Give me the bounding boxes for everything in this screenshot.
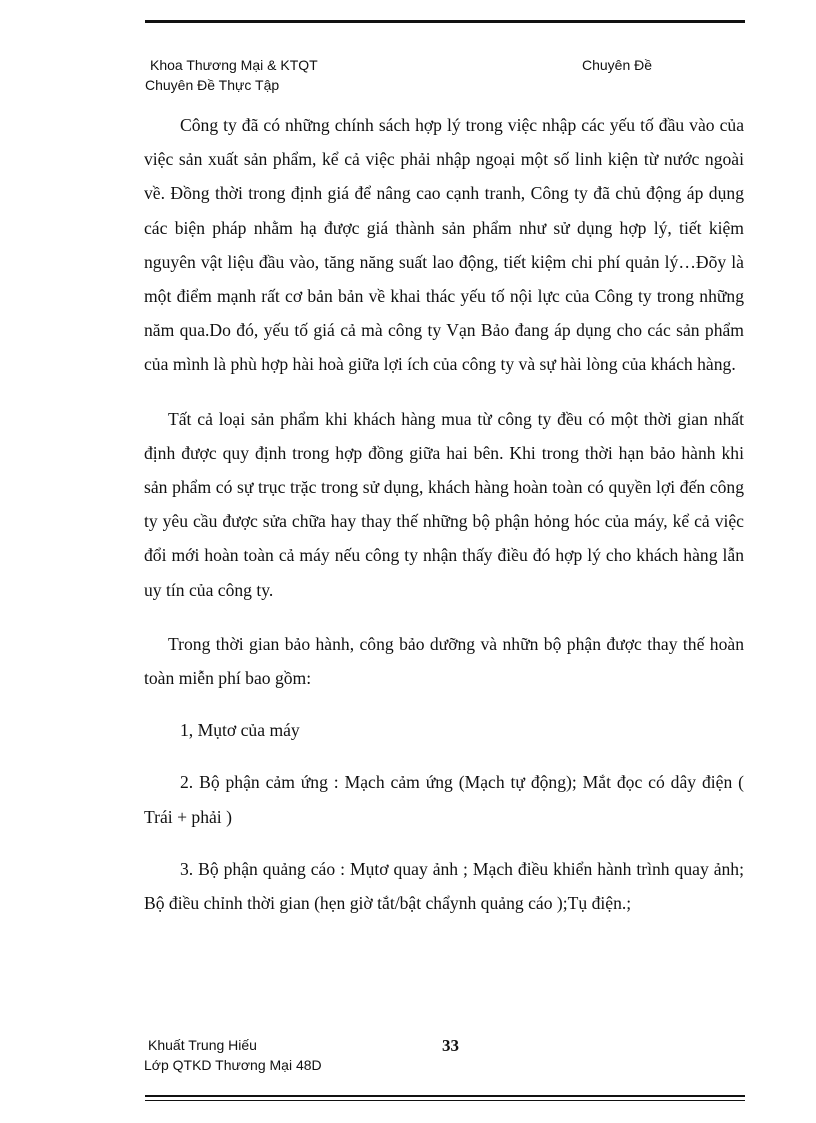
- report-subtitle: Chuyên Đề Thực Tập: [145, 77, 280, 93]
- page-header-left: [145, 55, 318, 95]
- list-item-advertising: 3. Bộ phận quảng cáo : Mụtơ quay ảnh ; Mạch điều khiển hành trình quay ảnh; Bộ điều chỉnh thời gian (hẹn giờ tắt/bật chẩynh quảng cáo );Tụ điện.;: [144, 858, 744, 914]
- department-name: Khoa Thương Mại & KTQT: [150, 57, 318, 73]
- report-title: Chuyên Đề: [582, 57, 653, 73]
- list-item-sensor: 2. Bộ phận cảm ứng : Mạch cảm ứng (Mạch tự động); Mắt đọc có dây điện ( Trái + phải ): [144, 772, 744, 827]
- page-number: 33: [442, 1036, 459, 1055]
- paragraph-free-parts: Trong thời gian bảo hành, công bảo dưỡng và nhữn bộ phận được thay thế hoàn toàn miễn phí bao gồm:: [144, 633, 744, 689]
- footer-rule-thick: [145, 1095, 745, 1097]
- header-rule: [145, 20, 745, 23]
- paragraph-pricing: Công ty đã có những chính sách hợp lý trong việc nhập các yếu tố đầu vào của việc sản xuất sản phẩm, kể cả việc phải nhập ngoại một số linh kiện từ nước ngoài về. Đồng thời trong định giá để nâng cao cạnh tranh, Công ty đã chủ động áp dụng các biện pháp nhằm hạ được giá thành sản phẩm như sử dụng hợp lý, tiết kiệm nguyên vật liệu đầu vào, tăng năng suất lao động, tiết kiệm chi phí quản lý…Đõy là một điểm mạnh rất cơ bản bản về khai thác yếu tố nội lực của Công ty trong những năm qua.Do đó, yếu tố giá cả mà công ty Vạn Bảo đang áp dụng cho các sản phẩm của mình là phù hợp hài hoà giữa lợi ích của công ty và sự hài lòng của khách hàng.: [144, 115, 744, 375]
- list-item-motor: 1, Mụtơ của máy: [180, 720, 300, 741]
- author-name: Khuất Trung Hiếu: [148, 1037, 257, 1053]
- document-body: [144, 108, 744, 920]
- footer-rule-thin: [145, 1100, 745, 1101]
- page-footer-left: [144, 1035, 322, 1075]
- class-name: Lớp QTKD Thương Mại 48D: [144, 1057, 322, 1073]
- paragraph-warranty: Tất cả loại sản phẩm khi khách hàng mua từ công ty đều có một thời gian nhất định được quy định trong hợp đồng giữa hai bên. Khi trong thời hạn bảo hành khi sản phẩm có sự trục trặc trong sử dụng, khách hàng hoàn toàn có quyền lợi đến công ty yêu cầu được sửa chữa hay thay thế những bộ phận hỏng hóc của máy, kể cả việc đổi mới hoàn toàn cả máy nếu công ty nhận thấy điều đó hợp lý cho khách hàng lẫn uy tín của công ty.: [144, 408, 744, 600]
